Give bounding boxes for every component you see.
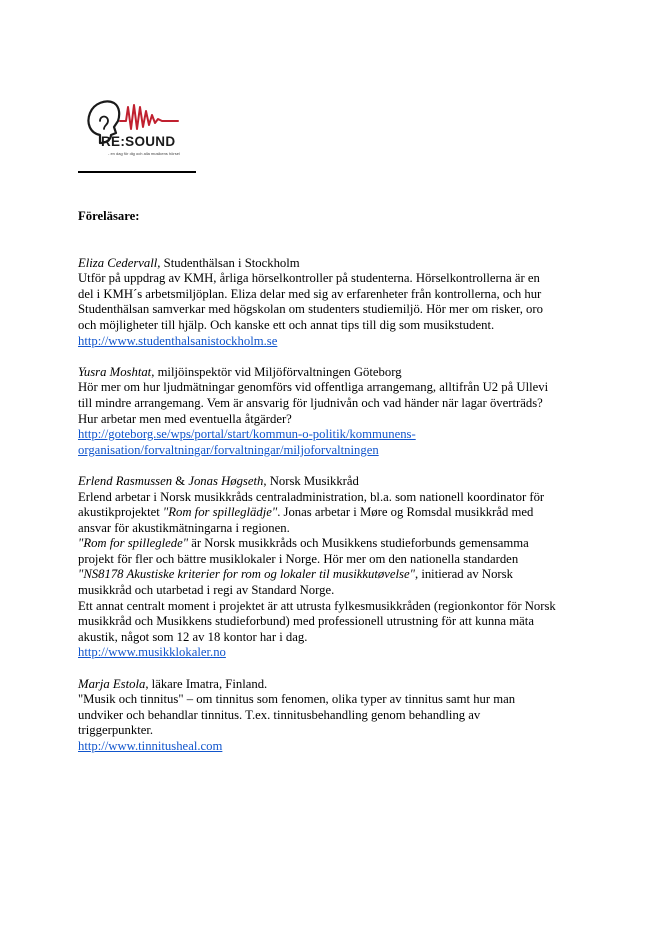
paragraph-line: projekt för fler och bättre musiklokaler i Norge. Hör mer om den nationella standarden — [78, 551, 519, 566]
document-body — [78, 209, 578, 770]
speaker-rasmussen-hogseth — [78, 474, 578, 661]
text: , initierad av Norsk — [414, 567, 513, 582]
paragraph-line: Erlend arbetar i Norsk musikkråds centraladministration, bl.a. som nationell koordinator för — [78, 489, 545, 504]
paragraph-line: Hur arbetar men med eventuella åtgärder? — [78, 411, 292, 426]
link-goteborg-part1[interactable]: http://goteborg.se/wps/portal/start/kommun-o-politik/kommunens- — [78, 427, 416, 442]
paragraph-line: triggerpunkter. — [78, 723, 154, 738]
paragraph-line: del i KMH´s arbetsmiljöplan. Eliza delar med sig av erfarenheter från kontrollerna, och hur — [78, 286, 542, 301]
paragraph-line: undviker och behandlar tinnitus. T.ex. tinnitusbehandling genom behandling av — [78, 707, 481, 722]
logo-wordmark: RE:SOUND — [101, 134, 176, 149]
paragraph-line: akustik, något som 12 av 18 kontor har i dag. — [78, 629, 308, 644]
paragraph-line: till mindre arrangemang. Vem är ansvarig för ljudnivån och vad händer när lagar överträds? — [78, 395, 543, 410]
speaker-name: Eliza Cedervall, — [78, 255, 161, 270]
link-musikklokaler[interactable]: http://www.musikklokaler.no — [78, 645, 226, 660]
project-title: "Rom for spilleglede" — [78, 536, 189, 551]
section-heading: Föreläsare: — [78, 209, 140, 223]
paragraph-line: ansvar för akustikmätningarna i regionen. — [78, 520, 290, 535]
paragraph-line: musikkråd och Musikkens studieforbund) med professionell utrustning för att kunna mäta — [78, 614, 534, 629]
speaker-eliza-cedervall — [78, 256, 578, 350]
resound-logo — [78, 93, 198, 173]
speaker-affiliation: , läkare Imatra, Finland. — [145, 676, 268, 691]
ampersand: & — [172, 473, 189, 488]
logo-divider — [78, 171, 196, 173]
text: är Norsk musikkråds och Musikkens studieforbunds gemensamma — [188, 536, 529, 551]
sound-wave-icon — [120, 105, 178, 129]
paragraph-line: Ett annat centralt moment i projektet är att utrusta fylkesmusikkråden (regionkontor för Norsk — [78, 598, 556, 613]
standard-title: "NS8178 Akustiske kriterier for rom og lokaler til musikkutøvelse" — [78, 567, 415, 582]
speaker-name: Yusra Moshtat — [78, 364, 152, 379]
paragraph-line: "Musik och tinnitus" – om tinnitus som fenomen, olika typer av tinnitus samt hur man — [78, 692, 516, 707]
link-goteborg-part2[interactable]: organisation/forvaltningar/forvaltningar/miljoforvaltningen — [78, 442, 379, 457]
text: akustikprojektet — [78, 505, 163, 520]
project-title: "Rom for spilleglädje" — [162, 505, 278, 520]
text: . Jonas arbetar i Møre og Romsdal musikkråd med — [277, 505, 534, 520]
speaker-yusra-moshtat — [78, 365, 578, 459]
link-studenthalsan[interactable]: http://www.studenthalsanistockholm.se — [78, 333, 278, 348]
speaker-name-2: Jonas Høgseth — [188, 473, 264, 488]
link-tinnitusheal[interactable]: http://www.tinnitusheal.com — [78, 739, 223, 753]
speaker-affiliation: Studenthälsan i Stockholm — [160, 255, 300, 270]
logo-tagline: - en dag för dig och alla musikens hörsel — [108, 151, 180, 156]
paragraph-line: Hör mer om hur ljudmätningar genomförs vid offentliga arrangemang, alltifrån U2 på Ullevi — [78, 380, 549, 395]
paragraph-line: Utför på uppdrag av KMH, årliga hörselkontroller på studenterna. Hörselkontrollerna är en — [78, 271, 540, 286]
paragraph-line: musikkråd och utarbetad i regi av Standard Norge. — [78, 583, 335, 598]
speaker-marja-estola — [78, 677, 578, 755]
speaker-affiliation: , Norsk Musikkråd — [263, 473, 359, 488]
paragraph-line: och möjligheter till hjälp. Och kanske ett och annat tips till dig som musikstudent. — [78, 317, 495, 332]
speaker-name: Erlend Rasmussen — [78, 473, 173, 488]
speaker-affiliation: , miljöinspektör vid Miljöförvaltningen Göteborg — [151, 364, 402, 379]
speaker-name: Marja Estola — [78, 676, 146, 691]
paragraph-line: Studenthälsan samverkar med högskolan om studenters studiemiljö. Hör mer om risker, oro — [78, 302, 543, 317]
